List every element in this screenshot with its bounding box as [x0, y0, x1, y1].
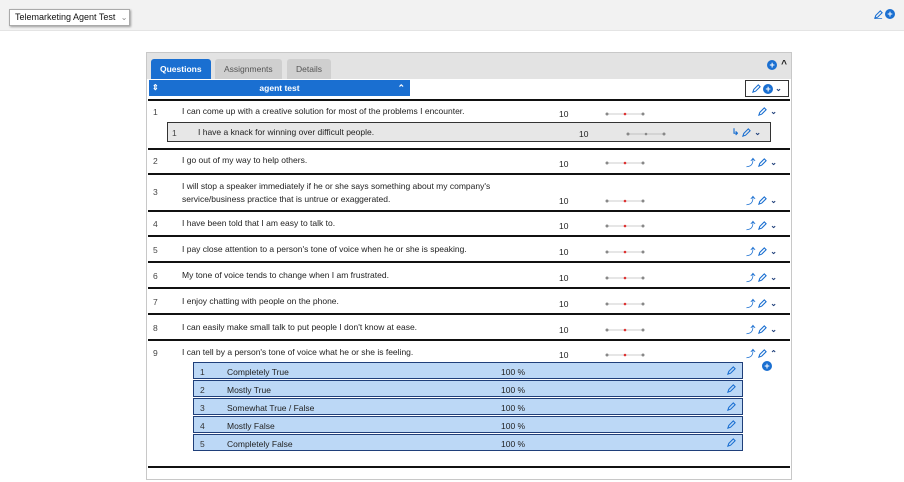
row-divider — [148, 466, 790, 468]
row-divider — [148, 261, 790, 263]
scale-indicator — [605, 301, 645, 307]
answer-percent: 100 % — [501, 367, 526, 377]
question-text-line-1: I will stop a speaker immediately if he or she says something about my company's — [182, 181, 491, 191]
return-icon[interactable]: ⤴ — [746, 349, 756, 359]
return-icon[interactable]: ⤴ — [746, 221, 756, 231]
tab-bar-actions — [767, 59, 787, 70]
answer-row[interactable] — [193, 434, 743, 451]
return-icon[interactable]: ⤴ — [746, 196, 756, 206]
chevron-down-icon[interactable]: ⌄ — [754, 128, 761, 137]
question-text: I can come up with a creative solution for most of the problems I encounter. — [182, 106, 465, 116]
answer-percent: 100 % — [501, 385, 526, 395]
question-text: I go out of my way to help others. — [182, 155, 308, 165]
question-number: 4 — [153, 219, 158, 229]
edit-icon[interactable] — [758, 158, 767, 167]
question-actions — [746, 297, 777, 310]
question-text: I can tell by a person's tone of voice what he or she is feeling. — [182, 347, 414, 357]
chevron-down-icon[interactable]: ⌄ — [770, 325, 777, 334]
question-score: 10 — [559, 159, 569, 169]
question-actions — [746, 194, 777, 207]
edit-icon[interactable] — [758, 107, 767, 116]
group-title: agent test — [259, 83, 300, 93]
edit-icon[interactable] — [752, 84, 761, 93]
question-text: I have been told that I am easy to talk to. — [182, 218, 336, 228]
answer-label: Somewhat True / False — [227, 403, 315, 413]
question-score: 10 — [579, 129, 589, 139]
chevron-down-icon[interactable]: ⌄ — [770, 273, 777, 282]
return-icon[interactable]: ⤴ — [746, 299, 756, 309]
question-text: My tone of voice tends to change when I am frustrated. — [182, 270, 389, 280]
question-actions — [746, 245, 777, 258]
answer-row[interactable] — [193, 362, 743, 379]
answer-number: 1 — [200, 367, 205, 377]
sort-icon[interactable]: ⇕ — [152, 83, 159, 92]
chevron-down-icon[interactable]: ⌄ — [775, 84, 782, 93]
question-actions — [746, 347, 777, 360]
answer-label: Completely True — [227, 367, 289, 377]
row-divider — [148, 99, 790, 101]
question-number: 9 — [153, 348, 158, 358]
tab-details[interactable]: Details — [287, 59, 331, 79]
edit-icon[interactable] — [758, 196, 767, 205]
question-score: 10 — [559, 299, 569, 309]
questions-panel — [146, 52, 792, 480]
edit-icon[interactable] — [727, 384, 736, 393]
chevron-down-icon[interactable]: ⌄ — [770, 221, 777, 230]
edit-icon[interactable] — [758, 273, 767, 282]
answer-number: 2 — [200, 385, 205, 395]
answer-list — [193, 362, 743, 453]
edit-icon[interactable] — [727, 366, 736, 375]
scale-indicator — [605, 111, 645, 117]
scale-indicator — [605, 198, 645, 204]
question-text-line-2: service/business practice that is untrue or exaggerated. — [182, 194, 391, 204]
group-controls — [745, 80, 789, 97]
chevron-up-icon[interactable]: ⌃ — [770, 349, 777, 358]
question-actions — [758, 107, 777, 116]
tab-questions[interactable]: Questions — [151, 59, 211, 79]
survey-select-label: Telemarketing Agent Test — [15, 12, 116, 22]
chevron-down-icon[interactable]: ⌄ — [770, 158, 777, 167]
return-icon[interactable]: ↳ — [731, 127, 740, 137]
tab-bar — [147, 53, 791, 79]
edit-icon[interactable] — [758, 247, 767, 256]
answer-row[interactable] — [193, 398, 743, 415]
top-actions — [874, 9, 895, 19]
question-score: 10 — [559, 325, 569, 335]
row-divider — [148, 339, 790, 341]
row-divider — [148, 235, 790, 237]
row-divider — [148, 173, 790, 175]
chevron-up-icon[interactable]: ⌃ — [397, 83, 405, 93]
scale-indicator — [605, 352, 645, 358]
answer-row[interactable] — [193, 416, 743, 433]
question-actions — [746, 219, 777, 232]
edit-icon[interactable] — [742, 128, 751, 137]
answer-label: Mostly True — [227, 385, 271, 395]
group-header[interactable] — [149, 80, 410, 96]
question-score: 10 — [559, 273, 569, 283]
question-actions — [746, 271, 777, 284]
add-icon[interactable]: + — [885, 9, 895, 19]
question-actions — [732, 127, 761, 138]
answer-label: Completely False — [227, 439, 293, 449]
answer-number: 5 — [200, 439, 205, 449]
chevron-down-icon[interactable]: ⌄ — [770, 299, 777, 308]
question-number: 1 — [153, 107, 158, 117]
question-number: 5 — [153, 245, 158, 255]
question-actions — [746, 156, 777, 169]
return-icon[interactable]: ⤴ — [746, 158, 756, 168]
survey-select[interactable] — [9, 9, 130, 26]
edit-icon[interactable] — [758, 349, 767, 358]
question-number: 8 — [153, 323, 158, 333]
question-number: 3 — [153, 187, 158, 197]
scale-indicator — [605, 223, 645, 229]
question-score: 10 — [559, 350, 569, 360]
row-divider — [148, 287, 790, 289]
edit-icon[interactable] — [874, 10, 883, 19]
scale-indicator — [605, 327, 645, 333]
top-bar — [0, 0, 904, 31]
edit-icon[interactable] — [727, 438, 736, 447]
question-text: I pay close attention to a person's tone of voice when he or she is speaking. — [182, 244, 467, 254]
add-group-icon[interactable]: + — [767, 60, 777, 70]
answer-label: Mostly False — [227, 421, 275, 431]
edit-icon[interactable] — [758, 299, 767, 308]
chevron-down-icon[interactable]: ⌄ — [770, 247, 777, 256]
scale-indicator — [605, 275, 645, 281]
question-score: 10 — [559, 247, 569, 257]
add-answer-icon[interactable]: + — [762, 361, 772, 371]
question-number: 6 — [153, 271, 158, 281]
question-score: 10 — [559, 221, 569, 231]
scale-indicator — [605, 249, 645, 255]
row-divider — [148, 210, 790, 212]
question-number: 2 — [153, 156, 158, 166]
tab-assignments[interactable]: Assignments — [215, 59, 282, 79]
sub-question-row[interactable] — [167, 122, 771, 142]
answer-percent: 100 % — [501, 403, 526, 413]
answer-percent: 100 % — [501, 439, 526, 449]
question-number: 7 — [153, 297, 158, 307]
question-number: 1 — [172, 128, 177, 138]
return-icon[interactable]: ⤴ — [746, 325, 756, 335]
edit-icon[interactable] — [727, 420, 736, 429]
row-divider — [148, 313, 790, 315]
collapse-icon[interactable]: ^ — [781, 59, 787, 70]
answer-percent: 100 % — [501, 421, 526, 431]
question-text: I can easily make small talk to put people I don't know at ease. — [182, 322, 418, 332]
chevron-down-icon[interactable]: ⌄ — [770, 196, 777, 205]
add-question-icon[interactable]: + — [763, 84, 773, 94]
row-divider — [148, 148, 790, 150]
chevron-down-icon: ⌄ — [120, 13, 128, 22]
scale-indicator — [605, 160, 645, 166]
question-score: 10 — [559, 196, 569, 206]
question-text: I have a knack for winning over difficult people. — [198, 127, 375, 137]
return-icon[interactable]: ⤴ — [746, 273, 756, 283]
chevron-down-icon[interactable]: ⌄ — [770, 107, 777, 116]
edit-icon[interactable] — [758, 325, 767, 334]
question-text: I enjoy chatting with people on the phone. — [182, 296, 339, 306]
edit-icon[interactable] — [758, 221, 767, 230]
answer-number: 4 — [200, 421, 205, 431]
question-actions — [746, 323, 777, 336]
return-icon[interactable]: ⤴ — [746, 247, 756, 257]
answer-row[interactable] — [193, 380, 743, 397]
question-score: 10 — [559, 109, 569, 119]
answer-number: 3 — [200, 403, 205, 413]
edit-icon[interactable] — [727, 402, 736, 411]
scale-indicator — [626, 131, 666, 137]
